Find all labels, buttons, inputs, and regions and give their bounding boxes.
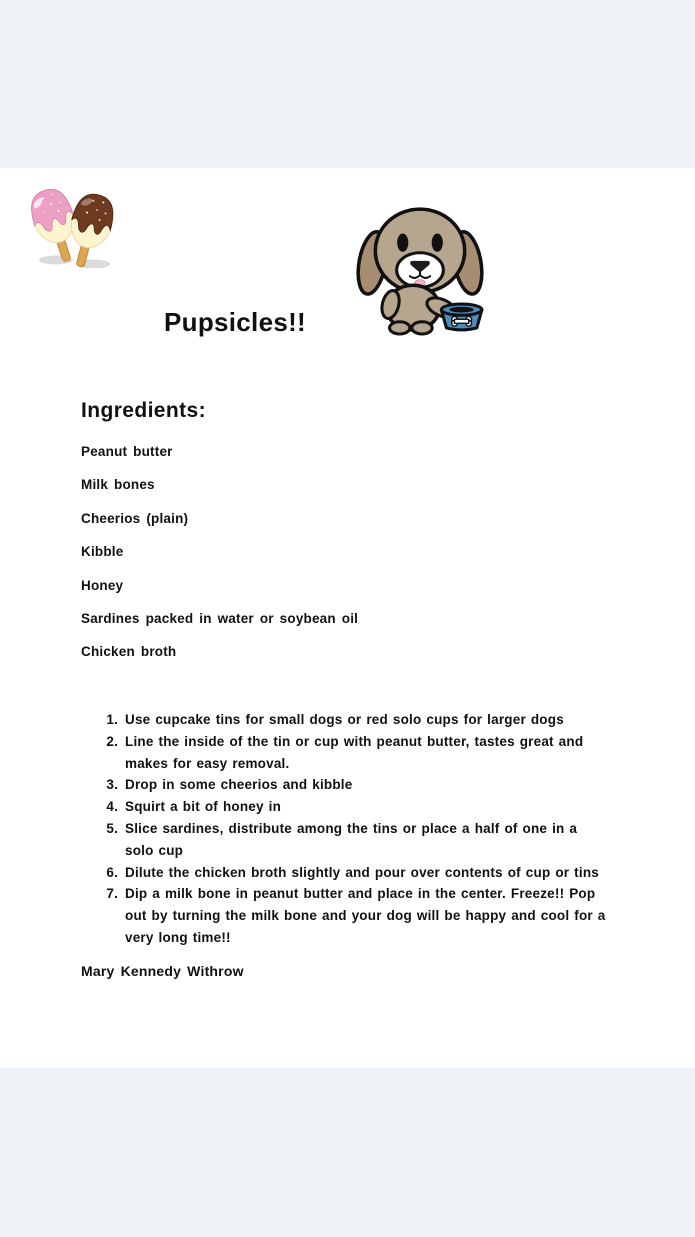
author-signature: Mary Kennedy Withrow xyxy=(81,963,244,979)
ingredient-item: Honey xyxy=(81,577,124,593)
step-item: 1. Use cupcake tins for small dogs or red solo cups for larger dogs xyxy=(123,709,608,731)
step-item: 4. Squirt a bit of honey in xyxy=(123,796,608,818)
step-item: 7. Dip a milk bone in peanut butter and place in the center. Freeze!! Pop out by turning the milk bone and your dog will be happy and cool for a very long time!! xyxy=(123,883,608,948)
instructions-list xyxy=(103,709,608,949)
step-item: 2. Line the inside of the tin or cup with peanut butter, tastes great and makes for easy removal. xyxy=(123,731,608,775)
ingredient-item: Cheerios (plain) xyxy=(81,510,189,526)
popsicles-illustration-icon xyxy=(20,180,118,268)
step-item: 3. Drop in some cheerios and kibble xyxy=(123,774,608,796)
puppy-with-bowl-illustration-icon xyxy=(356,202,484,336)
step-item: 6. Dilute the chicken broth slightly and pour over contents of cup or tins xyxy=(123,862,608,884)
ingredient-item: Sardines packed in water or soybean oil xyxy=(81,610,359,626)
ingredient-item: Milk bones xyxy=(81,477,155,493)
ingredient-item: Peanut butter xyxy=(81,444,173,459)
page-title: Pupsicles!! xyxy=(164,307,307,337)
step-item: 5. Slice sardines, distribute among the tins or place a half of one in a solo cup xyxy=(123,818,608,862)
ingredient-item: Chicken broth xyxy=(81,644,177,660)
ingredient-item: Kibble xyxy=(81,544,124,560)
ingredients-list xyxy=(81,442,501,676)
recipe-page xyxy=(0,168,695,1068)
ingredients-heading: Ingredients: xyxy=(81,399,206,422)
